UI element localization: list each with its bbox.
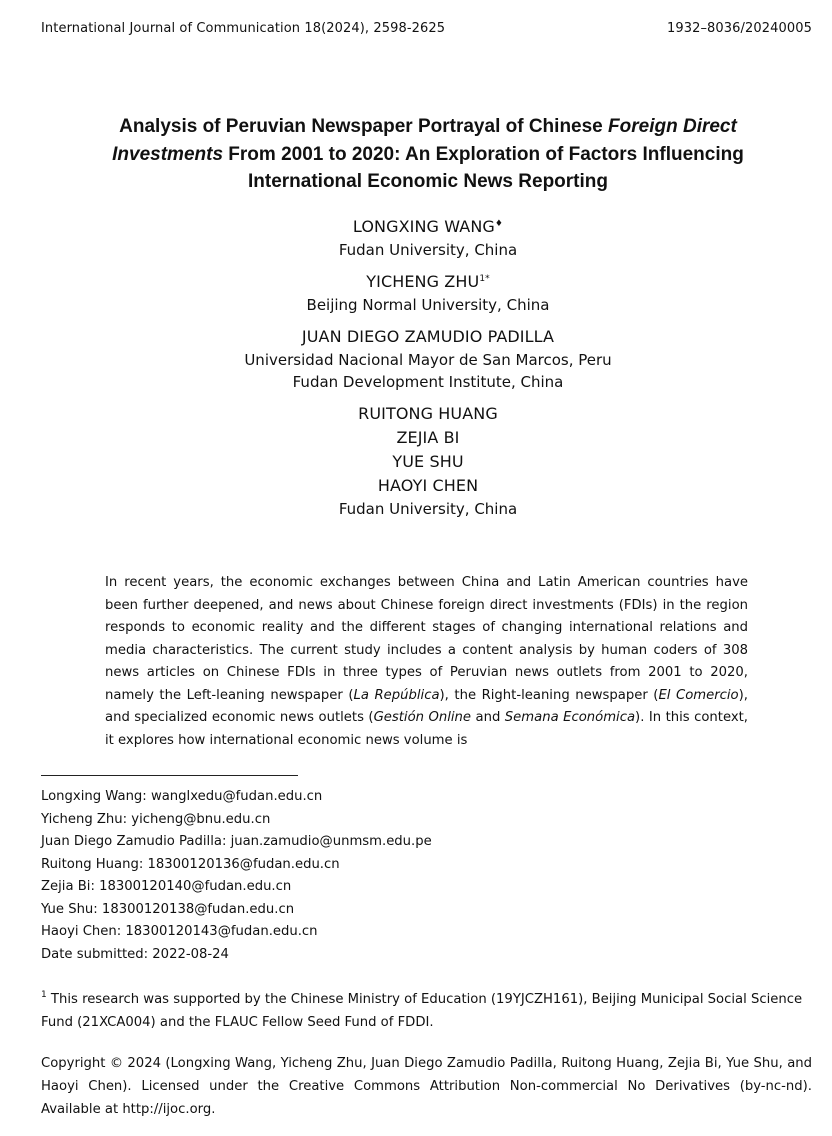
author-block — [40, 270, 816, 316]
author-affiliation: Fudan University, China — [338, 241, 518, 259]
author-name: JUAN DIEGO ZAMUDIO PADILLA — [301, 327, 555, 346]
title-part2: From 2001 to 2020: An Exploration of Factors Influencing — [223, 143, 744, 165]
footnote-divider — [41, 775, 298, 776]
contact-line: Yue Shu: 18300120138@fudan.edu.cn — [41, 901, 295, 917]
author-affiliation: Fudan Development Institute, China — [292, 373, 564, 391]
author-name: YUE SHU — [392, 452, 464, 471]
contact-line: Juan Diego Zamudio Padilla: juan.zamudio@unmsm.edu.pe — [41, 834, 432, 849]
contact-line: Zejia Bi: 18300120140@fudan.edu.cn — [41, 879, 292, 894]
funding-footnote-mark: 1 — [41, 990, 47, 1000]
contact-line: Yicheng Zhu: yicheng@bnu.edu.cn — [41, 811, 271, 827]
author-footnote-mark: ♦ — [494, 219, 504, 229]
issn: 1932–8036/20240005 — [666, 21, 812, 36]
author-affiliation: Beijing Normal University, China — [306, 296, 550, 314]
paper-title — [40, 113, 816, 196]
contact-line: Ruitong Huang: 18300120136@fudan.edu.cn — [41, 856, 340, 872]
author-list — [40, 215, 816, 529]
title-line3: International Economic News Reporting — [248, 171, 608, 192]
funding-footnote: $^1$ This research was supported by the Chinese Ministry of Education (19YJCZH161), Beijing Municipal Social Science Fund (21XCA004) and the FLAUC Fellow Seed Fund of FDDI. — [41, 990, 803, 1030]
author-block — [40, 402, 816, 520]
author-block — [40, 325, 816, 393]
author-footnote-mark: 1* — [479, 274, 490, 284]
author-contact-list — [41, 786, 801, 966]
date-submitted: Date submitted: 2022-08-24 — [41, 946, 229, 962]
author-name: LONGXING WANG♦ — [352, 217, 504, 236]
author-name: ZEJIA BI — [396, 428, 460, 447]
author-affiliation: Universidad Nacional Mayor de San Marcos, Peru — [244, 351, 612, 369]
running-header — [41, 21, 812, 36]
journal-citation: International Journal of Communication 18(2024), 2598-2625 — [41, 21, 446, 36]
title-part1: Analysis of Peruvian Newspaper Portrayal of Chinese — [119, 116, 609, 137]
title-italic1: Foreign Direct — [608, 116, 737, 137]
author-block — [40, 215, 816, 261]
author-affiliation: Fudan University, China — [338, 500, 518, 518]
contact-line: Haoyi Chen: 18300120143@fudan.edu.cn — [41, 924, 318, 939]
author-name: HAOYI CHEN — [377, 476, 479, 495]
copyright-notice: Copyright © 2024 (Longxing Wang, Yicheng Zhu, Juan Diego Zamudio Padilla, Ruitong Huang, Zejia Bi, Yue Shu, and Haoyi Chen). Licensed under the Creative Commons Attribution Non-commercial No Derivatives (by-nc-nd). Available at http://ijoc.org. — [41, 1056, 812, 1117]
title-italic2: Investments — [112, 143, 224, 165]
abstract: In recent years, the economic exchanges between China and Latin American countries have been further deepened, and news about Chinese foreign direct investments (FDIs) in the region responds to economic reality and the different stages of changing international relations and media characteristics. The current study includes a content analysis by human coders of 308 news articles on Chinese FDIs in three types of Peruvian news outlets from 2001 to 2020, namely the Left-leaning newspaper (La República), the Right-leaning newspaper (El Comercio), and specialized economic news outlets (Gestión Online and Semana Económica). In this context, it explores how international economic news volume is — [105, 575, 748, 748]
author-name: RUITONG HUANG — [358, 404, 498, 423]
author-name: YICHENG $ZHU^{1*}$ — [366, 272, 490, 291]
contact-line: Longxing Wang: wanglxedu@fudan.edu.cn — [41, 789, 323, 804]
